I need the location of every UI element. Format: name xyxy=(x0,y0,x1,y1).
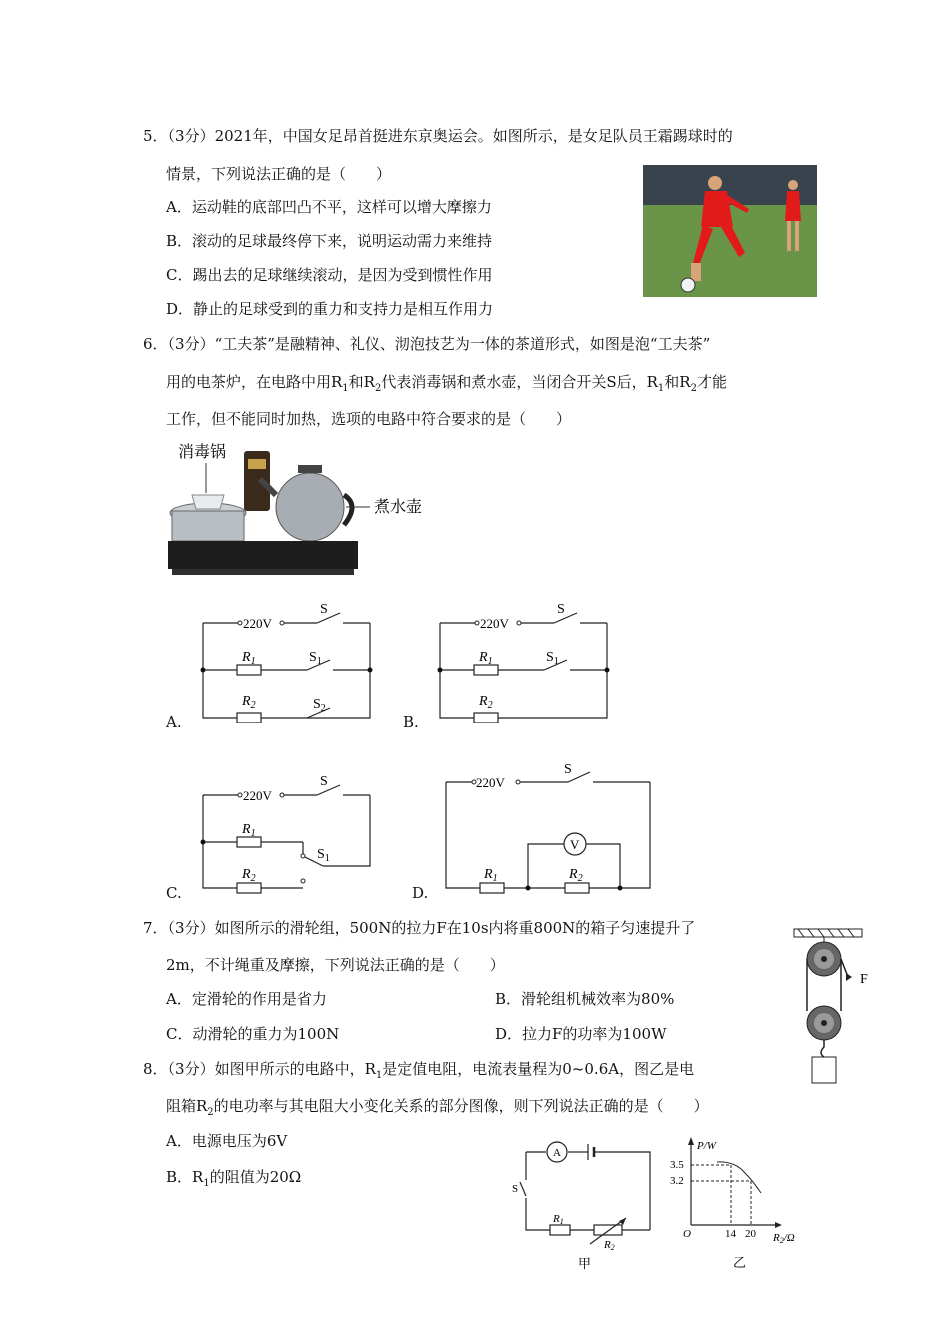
circuit-jia xyxy=(510,1138,660,1273)
circuit-c xyxy=(195,770,380,895)
svg-text:S1: $S_1$ xyxy=(309,650,322,667)
origin-label: O xyxy=(683,1228,691,1240)
soccer-player-photo xyxy=(643,165,817,297)
q5-option-a: A．运动鞋的底部凹凸不平，这样可以增大摩擦力 xyxy=(166,198,492,216)
q7-option-d: D．拉力F的功率为100W xyxy=(495,1025,667,1043)
svg-text:R1: $R_1$ xyxy=(242,822,256,839)
q7-option-c: C．动滑轮的重力为100N xyxy=(166,1025,340,1043)
svg-text:S: S xyxy=(512,1183,519,1195)
q8-option-b: B．$R_1$的阻值为20Ω xyxy=(166,1168,302,1189)
svg-text:S: S xyxy=(320,774,328,789)
label-kettle: 煮水壶 xyxy=(374,499,423,516)
circuit-a xyxy=(195,598,380,723)
q5-option-c: C．踢出去的足球继续滚动，是因为受到惯性作用 xyxy=(166,266,493,284)
force-label: F xyxy=(860,972,868,987)
svg-text:S2: $S_2$ xyxy=(313,697,326,714)
y-axis-label: P/W xyxy=(697,1140,716,1152)
circuit-d xyxy=(440,762,660,894)
tea-stove-image xyxy=(160,435,440,580)
q7-stem-line2: 2m，不计绳重及摩擦，下列说法正确的是（ ） xyxy=(166,956,505,974)
q8-stem-line2: 阻箱$R_2$的电功率与其电阻大小变化关系的部分图像，则下列说法正确的是（ ） xyxy=(166,1097,709,1118)
svg-text:R2: $R_2$ xyxy=(242,694,256,711)
q6-stem-line2: 用的电茶炉，在电路中用$R_1$和$R_2$代表消毒锅和煮水壶，当闭合开关S后，$R_1$和$R_2$才能 xyxy=(166,373,727,394)
q5-stem-line1: 5．（3分）2021年，中国女足昂首挺进东京奥运会。如图所示，是女足队员王霜踢球时的 xyxy=(143,127,733,145)
fig-jia-label: 甲 xyxy=(578,1256,592,1271)
svg-text:R2: $R_2$ xyxy=(569,867,583,884)
q6-stem-line1: 6．（3分）“工夫茶”是融精神、礼仪、沏泡技艺为一体的茶道形式，如图是泡“工夫茶” xyxy=(143,335,711,353)
power-resistance-graph xyxy=(665,1135,815,1275)
svg-text:S: S xyxy=(564,762,572,777)
svg-text:220V: 220V xyxy=(243,788,272,803)
q7-stem-line1: 7．（3分）如图所示的滑轮组，500N的拉力F在10s内将重800N的箱子匀速提升了 xyxy=(143,919,696,937)
voltmeter-label: V xyxy=(570,837,580,852)
q7-option-a: A．定滑轮的作用是省力 xyxy=(166,990,327,1008)
fig-yi-label: 乙 xyxy=(733,1255,747,1270)
svg-text:220V: 220V xyxy=(476,775,505,790)
q5-option-d: D．静止的足球受到的重力和支持力是相互作用力 xyxy=(166,300,494,318)
q5-option-b: B．滚动的足球最终停下来，说明运动需力来维持 xyxy=(166,232,493,250)
q6-option-d-label: D. xyxy=(412,884,429,902)
q6-option-c-label: C. xyxy=(166,884,182,902)
svg-text:R2: $R_2$ xyxy=(479,694,493,711)
q8-option-a: A．电源电压为6V xyxy=(166,1132,288,1150)
svg-text:S: S xyxy=(557,602,565,617)
voltage-label: 220V xyxy=(243,616,272,631)
y-tick-35: 3.5 xyxy=(670,1159,684,1171)
svg-text:R1: $R_1$ xyxy=(484,867,498,884)
svg-text:S1: $S_1$ xyxy=(546,650,559,667)
x-tick-14: 14 xyxy=(725,1228,736,1240)
q7-option-b: B．滑轮组机械效率为80% xyxy=(495,990,675,1008)
x-axis-label: R2/Ω xyxy=(773,1232,795,1245)
pulley-system xyxy=(790,925,880,1090)
q6-option-b-label: B. xyxy=(403,713,419,731)
svg-text:R2: R2 xyxy=(604,1239,615,1252)
svg-text:S1: $S_1$ xyxy=(317,847,330,864)
y-tick-32: 3.2 xyxy=(670,1175,684,1187)
switch-s: S xyxy=(320,602,328,617)
svg-text:220V: 220V xyxy=(480,616,509,631)
label-sterilizer: 消毒锅 xyxy=(178,444,227,461)
q5-stem-line2: 情景，下列说法正确的是（ ） xyxy=(166,165,392,183)
svg-text:R2: $R_2$ xyxy=(242,867,256,884)
q6-stem-line3: 工作，但不能同时加热，选项的电路中符合要求的是（ ） xyxy=(166,410,572,428)
svg-text:R1: R1 xyxy=(553,1213,564,1226)
q8-stem-line1: 8．（3分）如图甲所示的电路中，$R_1$是定值电阻，电流表量程为0~0.6A，图乙是电 xyxy=(143,1060,695,1081)
svg-text:R1: $R_1$ xyxy=(479,650,493,667)
ammeter-label: A xyxy=(553,1147,561,1159)
svg-text:R1: $R_1$ xyxy=(242,650,256,667)
x-tick-20: 20 xyxy=(745,1228,756,1240)
circuit-b xyxy=(432,598,617,723)
q6-option-a-label: A. xyxy=(166,713,182,731)
